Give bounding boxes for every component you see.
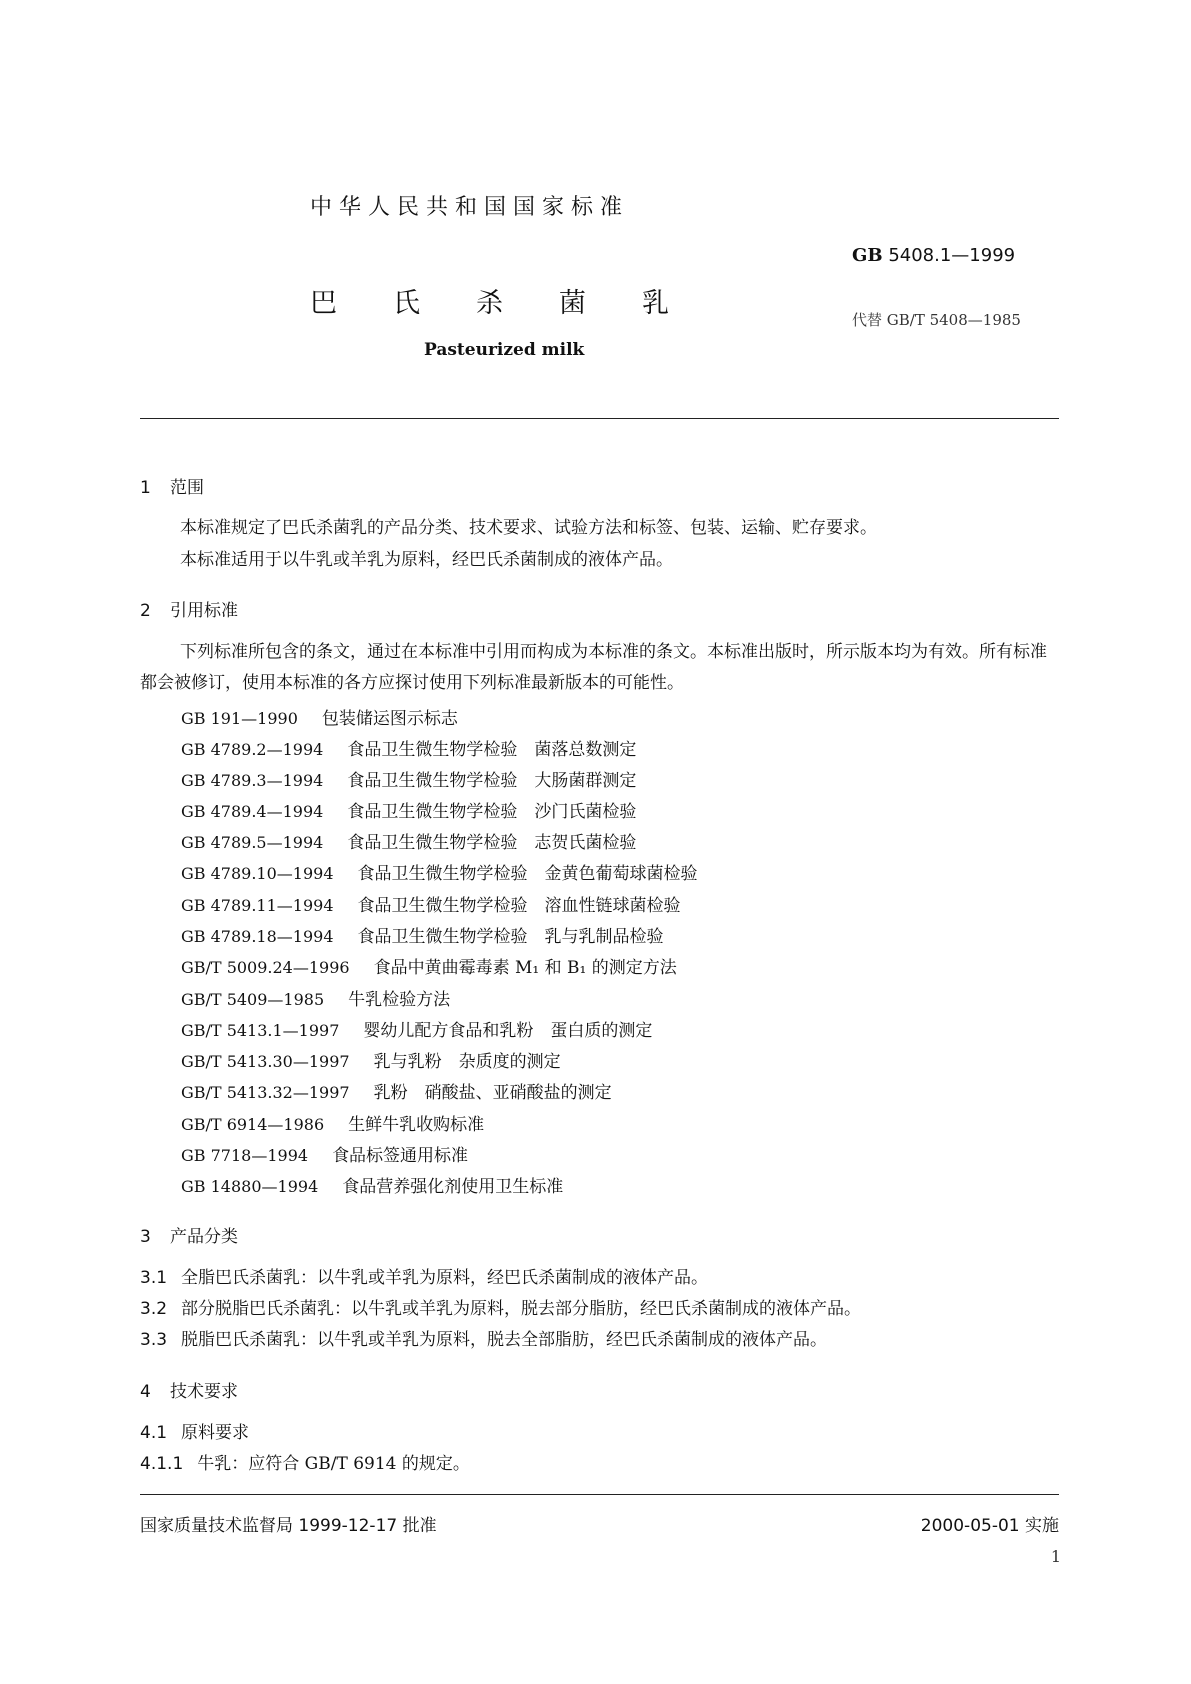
section-title: 引用标准 (170, 601, 238, 621)
section-2-paragraph-1: 下列标准所包含的条文，通过在本标准中引用而构成为本标准的条文。本标准出版时，所示版本均为有效。所有标准都会被修订，使用本标准的各方应探讨使用下列标准最新版本的可能性。 (140, 642, 1047, 693)
standard-code-prefix: GB (852, 245, 883, 266)
ref-title: 包装储运图示标志 (321, 709, 458, 729)
section-title: 产品分类 (170, 1227, 238, 1247)
clause-number: 3.3 (140, 1330, 168, 1350)
ref-title: 食品营养强化剂使用卫生标准 (342, 1177, 564, 1197)
ref-code: GB 191—1990 (181, 709, 298, 728)
approval-note: 国家质量技术监督局 1999-12-17 批准 (140, 1516, 437, 1536)
ref-title: 食品卫生微生物学检验 金黄色葡萄球菌检验 (357, 864, 698, 884)
ref-title: 食品中黄曲霉毒素 M₁ 和 B₁ 的测定方法 (373, 958, 677, 978)
standard-code (852, 245, 1015, 266)
section-1-heading (140, 473, 204, 498)
ref-code: GB 4789.2—1994 (181, 740, 324, 759)
ref-item (181, 1078, 612, 1103)
ref-code: GB 4789.18—1994 (181, 927, 334, 946)
clause-3-2 (140, 1294, 861, 1319)
ref-code: GB 7718—1994 (181, 1146, 309, 1165)
ref-item (181, 704, 458, 729)
standard-code-number: 5408.1—1999 (888, 245, 1016, 266)
clause-4-1 (140, 1418, 249, 1443)
section-number: 4 (140, 1382, 151, 1402)
clause-3-3 (140, 1325, 827, 1350)
ref-item (181, 1110, 484, 1135)
ref-title: 食品标签通用标准 (332, 1146, 469, 1166)
ref-code: GB 14880—1994 (181, 1177, 319, 1196)
section-number: 2 (140, 601, 151, 621)
ref-item (181, 891, 681, 916)
clause-4-1-1 (140, 1449, 470, 1474)
clause-text: 全脂巴氏杀菌乳：以牛乳或羊乳为原料，经巴氏杀菌制成的液体产品。 (181, 1268, 709, 1288)
clause-text: 部分脱脂巴氏杀菌乳：以牛乳或羊乳为原料，脱去部分脂肪，经巴氏杀菌制成的液体产品。 (181, 1299, 862, 1319)
ref-item (181, 1172, 563, 1197)
header-divider (140, 418, 1059, 419)
clause-number: 3.2 (140, 1299, 168, 1319)
clause-text: 脱脂巴氏杀菌乳：以牛乳或羊乳为原料，脱去全部脂肪，经巴氏杀菌制成的液体产品。 (181, 1330, 828, 1350)
ref-item (181, 766, 636, 791)
section-1-paragraph-1: 本标准规定了巴氏杀菌乳的产品分类、技术要求、试验方法和标签、包装、运输、贮存要求。 (180, 518, 877, 538)
ref-item (181, 1047, 561, 1072)
ref-code: GB 4789.4—1994 (181, 802, 324, 821)
ref-item (181, 985, 450, 1010)
section-title: 范围 (170, 478, 204, 498)
clause-text: 原料要求 (181, 1423, 250, 1443)
ref-item (181, 859, 698, 884)
ref-item (181, 922, 664, 947)
ref-code: GB 4789.10—1994 (181, 864, 334, 883)
section-3-heading (140, 1222, 238, 1247)
footer-divider (140, 1494, 1059, 1495)
ref-code: GB/T 5413.1—1997 (181, 1021, 340, 1040)
replaces-note: 代替 GB/T 5408—1985 (852, 311, 1021, 329)
standard-title-en: Pasteurized milk (424, 340, 585, 360)
ref-item (181, 953, 677, 978)
ref-code: GB 4789.5—1994 (181, 833, 324, 852)
ref-title: 婴幼儿配方食品和乳粉 蛋白质的测定 (363, 1021, 653, 1041)
section-number: 3 (140, 1227, 151, 1247)
clause-3-1 (140, 1263, 708, 1288)
ref-title: 食品卫生微生物学检验 沙门氏菌检验 (347, 802, 637, 822)
ref-item (181, 1141, 468, 1166)
ref-code: GB 4789.3—1994 (181, 771, 324, 790)
section-2-heading (140, 596, 238, 621)
clause-number: 4.1.1 (140, 1454, 184, 1474)
section-1-paragraph-2: 本标准适用于以牛乳或羊乳为原料，经巴氏杀菌制成的液体产品。 (180, 550, 673, 570)
clause-number: 4.1 (140, 1423, 168, 1443)
issuing-authority: 中华人民共和国国家标准 (310, 195, 630, 220)
standard-title-cn: 巴氏杀菌乳 (310, 288, 725, 319)
ref-title: 牛乳检验方法 (348, 990, 451, 1010)
ref-item (181, 1016, 652, 1041)
clause-number: 3.1 (140, 1268, 168, 1288)
ref-code: GB/T 5413.30—1997 (181, 1052, 350, 1071)
ref-title: 食品卫生微生物学检验 乳与乳制品检验 (357, 927, 664, 947)
ref-title: 食品卫生微生物学检验 大肠菌群测定 (347, 771, 637, 791)
ref-code: GB/T 5413.32—1997 (181, 1083, 350, 1102)
ref-code: GB/T 5409—1985 (181, 990, 325, 1009)
ref-title: 食品卫生微生物学检验 志贺氏菌检验 (347, 833, 637, 853)
section-4-heading (140, 1377, 238, 1402)
ref-code: GB/T 6914—1986 (181, 1115, 325, 1134)
section-title: 技术要求 (170, 1382, 238, 1402)
ref-title: 生鲜牛乳收购标准 (348, 1115, 485, 1135)
ref-item (181, 828, 636, 853)
ref-item (181, 797, 636, 822)
ref-item (181, 735, 636, 760)
ref-code: GB 4789.11—1994 (181, 896, 334, 915)
ref-title: 食品卫生微生物学检验 菌落总数测定 (347, 740, 637, 760)
ref-code: GB/T 5009.24—1996 (181, 958, 350, 977)
clause-text: 牛乳：应符合 GB/T 6914 的规定。 (197, 1454, 470, 1474)
effective-date: 2000-05-01 实施 (920, 1516, 1059, 1536)
section-number: 1 (140, 478, 151, 498)
page-number: 1 (1050, 1547, 1061, 1566)
ref-title: 食品卫生微生物学检验 溶血性链球菌检验 (357, 896, 681, 916)
ref-title: 乳粉 硝酸盐、亚硝酸盐的测定 (373, 1083, 612, 1103)
ref-title: 乳与乳粉 杂质度的测定 (373, 1052, 561, 1072)
